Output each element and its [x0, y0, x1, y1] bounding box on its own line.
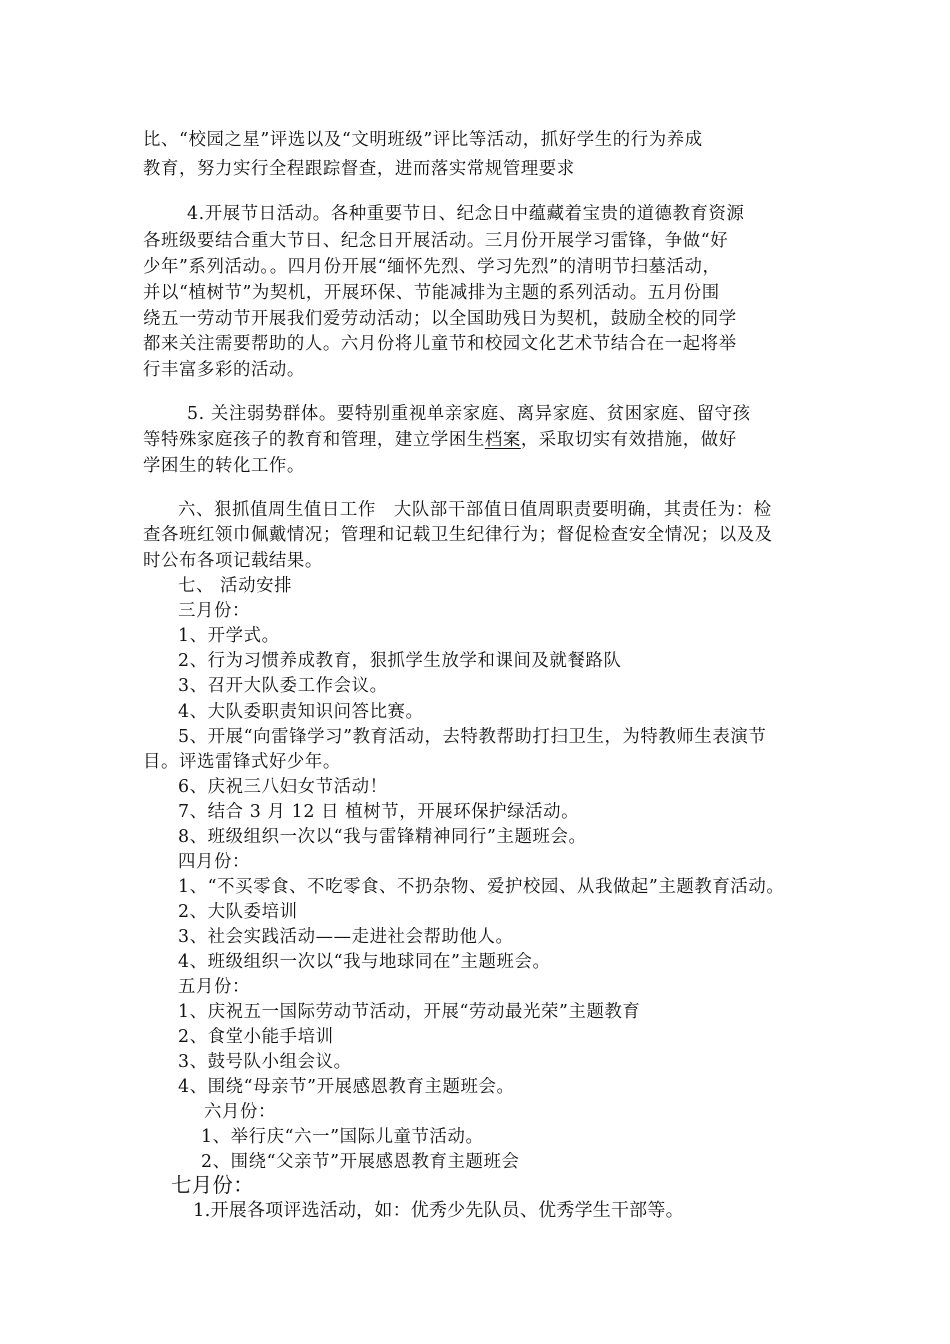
month-title: 六月份： — [204, 1102, 276, 1122]
month-title: 七月份： — [171, 1173, 254, 1197]
list-item: 8、班级组织一次以“我与雷锋精神同行”主题班会。 — [178, 827, 587, 847]
list-item: 4、班级组织一次以“我与地球同在”主题班会。 — [178, 952, 551, 972]
list-item: 2、食堂小能手培训 — [178, 1027, 334, 1047]
paragraph-line: 4.开展节日活动。各种重要节日、纪念日中蕴藏着宝贵的道德教育资源 — [187, 204, 745, 224]
list-item: 3、召开大队委工作会议。 — [178, 676, 388, 696]
paragraph-line: 少年”系列活动。。四月份开展“缅怀先烈、学习先烈”的清明节扫墓活动， — [143, 257, 721, 277]
paragraph-line: 六、狠抓值周生值日工作 大队部干部值日值周职责要明确，其责任为：检 — [178, 500, 772, 520]
list-item: 1、开学式。 — [178, 626, 280, 646]
paragraph-line: 查各班红领巾佩戴情况；管理和记载卫生纪律行为；督促检查安全情况；以及及 — [143, 525, 773, 545]
paragraph-line: 比、“校园之星”评选以及“文明班级”评比等活动，抓好学生的行为养成 — [143, 130, 703, 150]
section-heading: 七、 活动安排 — [178, 576, 293, 596]
list-item: 3、鼓号队小组会议。 — [178, 1052, 352, 1072]
list-item: 4、围绕“母亲节”开展感恩教育主题班会。 — [178, 1077, 515, 1097]
list-item: 7、结合 3 月 12 日 植树节，开展环保护绿活动。 — [178, 802, 580, 822]
paragraph-line: 时公布各项记载结果。 — [143, 551, 323, 571]
list-item: 4、大队委职责知识问答比赛。 — [178, 702, 424, 722]
list-item: 1.开展各项评选活动，如：优秀少先队员、优秀学生干部等。 — [193, 1200, 684, 1221]
list-item: 2、大队委培训 — [178, 902, 298, 922]
list-item: 6、庆祝三八妇女节活动！ — [178, 777, 388, 797]
paragraph-line: 学困生的转化工作。 — [143, 456, 305, 476]
list-item: 2、行为习惯养成教育，狠抓学生放学和课间及就餐路队 — [178, 651, 622, 671]
paragraph-line — [143, 427, 737, 453]
archive-link[interactable]: 档案 — [484, 430, 521, 450]
month-title: 五月份： — [178, 977, 250, 997]
paragraph-line: 5. 关注弱势群体。要特别重视单亲家庭、离异家庭、贫困家庭、留守孩 — [187, 404, 751, 424]
paragraph-line: 绕五一劳动节开展我们爱劳动活动；以全国助残日为契机，鼓励全校的同学 — [143, 309, 737, 329]
paragraph-line: 并以“植树节”为契机，开展环保、节能减排为主题的系列活动。五月份围 — [143, 283, 720, 303]
text-span: 等特殊家庭孩子的教育和管理，建立学困生 — [143, 430, 485, 450]
list-item: 目。评选雷锋式好少年。 — [143, 752, 341, 772]
list-item: 5、开展“向雷锋学习”教育活动，去特教帮助打扫卫生，为特教师生表演节 — [178, 727, 767, 747]
text-span: ，采取切实有效措施，做好 — [520, 430, 737, 450]
list-item: 3、社会实践活动——走进社会帮助他人。 — [178, 927, 514, 947]
list-item: 1、“不买零食、不吃零食、不扔杂物、爱护校园、从我做起”主题教育活动。 — [178, 877, 785, 897]
list-item: 2、围绕“父亲节”开展感恩教育主题班会 — [201, 1152, 520, 1172]
list-item: 1、庆祝五一国际劳动节活动，开展“劳动最光荣”主题教育 — [178, 1002, 641, 1022]
paragraph-line: 都来关注需要帮助的人。六月份将儿童节和校园文化艺术节结合在一起将举 — [143, 334, 737, 354]
list-item: 1、举行庆“六一”国际儿童节活动。 — [201, 1127, 484, 1147]
paragraph-line: 行丰富多彩的活动。 — [143, 360, 305, 380]
paragraph-line: 各班级要结合重大节日、纪念日开展活动。三月份开展学习雷锋，争做“好 — [143, 231, 729, 251]
paragraph-line: 教育，努力实行全程跟踪督查，进而落实常规管理要求 — [143, 159, 575, 179]
month-title: 三月份： — [178, 601, 250, 621]
month-title: 四月份： — [178, 852, 250, 872]
